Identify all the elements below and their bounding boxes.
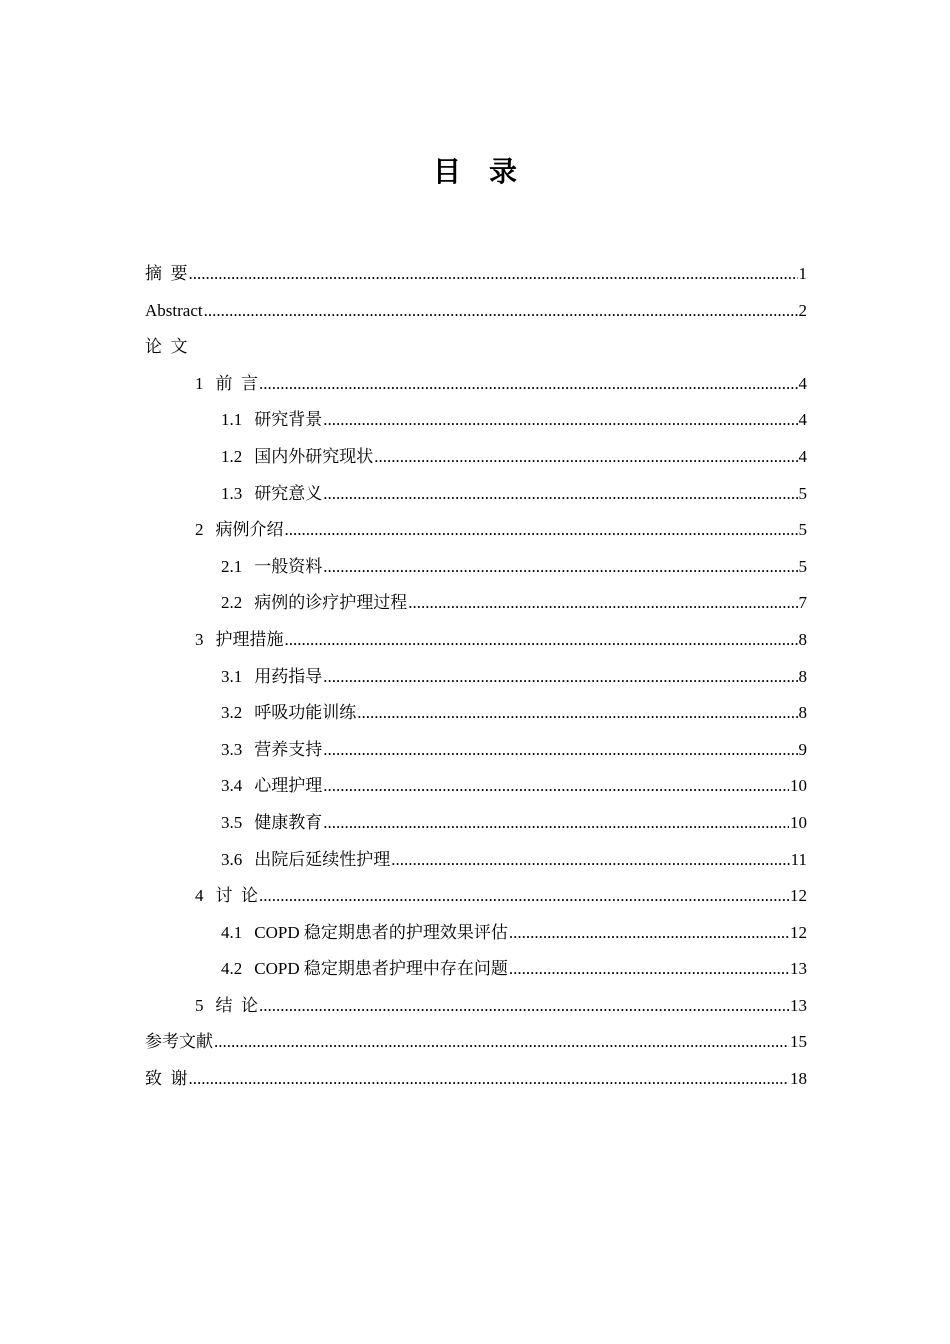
toc-entry[interactable]: [145, 476, 807, 513]
toc-entry-page-number: 18: [790, 1069, 807, 1089]
toc-entry-number: 2: [195, 520, 204, 540]
toc-entry-label: 心理护理: [254, 776, 323, 796]
toc-entry-page-number: 12: [790, 886, 807, 906]
toc-entry[interactable]: [145, 951, 807, 988]
toc-entry-label: 研究背景: [254, 410, 323, 430]
toc-entry-number: 3.6: [221, 849, 243, 869]
toc-entry-number: 2.2: [221, 593, 243, 613]
toc-entry-page-number: 15: [790, 1032, 807, 1052]
toc-entry[interactable]: [145, 366, 807, 403]
toc-entry-page-number: 1: [798, 264, 807, 283]
toc-entry-page-number: 4: [798, 410, 807, 430]
toc-entry-page-number: 8: [798, 666, 807, 686]
toc-entry-label: 呼吸功能训练: [254, 703, 357, 723]
toc-entry[interactable]: [145, 1024, 807, 1061]
toc-entry-label: 病例的诊疗护理过程: [254, 593, 408, 613]
toc-entry[interactable]: [145, 512, 807, 549]
page-title: 目录: [432, 155, 545, 188]
toc-entry-label: 国内外研究现状: [254, 446, 374, 466]
toc-entry-page-number: 5: [798, 520, 807, 540]
toc-entry-number: 4.2: [221, 959, 243, 979]
toc-entry-label: 一般资料: [254, 556, 323, 576]
toc-entry-page-number: 4: [798, 446, 807, 466]
toc-dot-leader: [189, 1061, 790, 1098]
toc-dot-leader: [323, 732, 797, 769]
toc-entry[interactable]: [145, 1061, 807, 1098]
toc-entry[interactable]: [145, 659, 807, 696]
toc-entry-label: COPD 稳定期患者护理中存在问题: [254, 959, 508, 979]
toc-entry[interactable]: [145, 842, 807, 879]
toc-entry[interactable]: [145, 732, 807, 769]
toc-dot-leader: [323, 476, 797, 513]
toc-entry-label: 论 文: [145, 337, 188, 357]
toc-entry-page-number: 7: [798, 593, 807, 613]
toc-dot-leader: [259, 878, 789, 915]
toc-dot-leader: [374, 439, 797, 476]
toc-dot-leader: [391, 842, 789, 879]
toc-entry[interactable]: [145, 805, 807, 842]
toc-entry-label: Abstract: [145, 300, 203, 320]
toc-entry[interactable]: [145, 329, 807, 366]
toc-entry-page-number: 12: [790, 922, 807, 942]
toc-entry-number: 4: [195, 886, 204, 906]
toc-entry[interactable]: [145, 878, 807, 915]
toc-entry-label: 致 谢: [145, 1069, 188, 1089]
toc-entry-label: 健康教育: [254, 812, 323, 832]
toc-dot-leader: [285, 622, 798, 659]
toc-entry[interactable]: [145, 622, 807, 659]
toc-entry-number: 1.2: [221, 446, 243, 466]
toc-entry-label: COPD 稳定期患者的护理效果评估: [254, 922, 508, 942]
toc-entry-page-number: 10: [790, 776, 807, 796]
toc-dot-leader: [323, 549, 797, 586]
toc-dot-leader: [214, 1024, 789, 1061]
toc-dot-leader: [323, 805, 789, 842]
toc-entry-number: 3.2: [221, 703, 243, 723]
toc-entry-number: 1.1: [221, 410, 243, 430]
toc-entry-number: 3.5: [221, 812, 243, 832]
toc-entry-number: 1.3: [221, 483, 243, 503]
toc-entry-number: 3.3: [221, 739, 243, 759]
toc-entry-page-number: 5: [798, 483, 807, 503]
toc-entry[interactable]: [145, 695, 807, 732]
toc-dot-leader: [509, 915, 789, 952]
toc-entry-page-number: 13: [790, 959, 807, 979]
toc-entry-label: 摘 要: [145, 264, 188, 283]
toc-entry-number: 4.1: [221, 922, 243, 942]
toc-entry[interactable]: [145, 549, 807, 586]
toc-dot-leader: [204, 293, 798, 330]
toc-dot-leader: [509, 951, 789, 988]
toc-entry[interactable]: [145, 915, 807, 952]
toc-entry-number: 3.4: [221, 776, 243, 796]
toc-entry-number: 2.1: [221, 556, 243, 576]
toc-entry[interactable]: [145, 402, 807, 439]
toc-entry[interactable]: [145, 256, 807, 293]
toc-entry-label: 营养支持: [254, 739, 323, 759]
toc-entry[interactable]: [145, 585, 807, 622]
toc-dot-leader: [285, 512, 798, 549]
toc-entry-label: 病例介绍: [215, 520, 284, 540]
toc-entry-page-number: 8: [798, 629, 807, 649]
toc-entry[interactable]: [145, 439, 807, 476]
toc-entry-label: 用药指导: [254, 666, 323, 686]
toc-entry-page-number: 4: [798, 373, 807, 393]
toc-dot-leader: [259, 366, 798, 403]
toc-entry-label: 研究意义: [254, 483, 323, 503]
toc-entry-label: 结 论: [215, 995, 258, 1015]
toc-dot-leader: [357, 695, 797, 732]
toc-entry-label: 参考文献: [145, 1032, 213, 1052]
toc-dot-leader: [323, 768, 789, 805]
toc-entry-label: 护理措施: [215, 629, 284, 649]
toc-dot-leader: [259, 988, 789, 1025]
toc-entry-number: 5: [195, 995, 204, 1015]
toc-dot-leader: [323, 659, 797, 696]
toc-dot-leader: [189, 256, 798, 293]
table-of-contents: [145, 256, 807, 1098]
toc-entry-page-number: 2: [798, 300, 807, 320]
toc-entry[interactable]: [145, 768, 807, 805]
toc-entry-page-number: 8: [798, 703, 807, 723]
toc-entry-label: 出院后延续性护理: [254, 849, 391, 869]
toc-entry-label: 讨 论: [215, 886, 258, 906]
toc-entry-number: 3.1: [221, 666, 243, 686]
toc-dot-leader: [408, 585, 797, 622]
toc-entry[interactable]: [145, 293, 807, 330]
toc-entry-number: 3: [195, 629, 204, 649]
toc-dot-leader: [323, 402, 797, 439]
toc-entry-page-number: 5: [798, 556, 807, 576]
toc-entry[interactable]: [145, 988, 807, 1025]
toc-entry-page-number: 11: [790, 849, 807, 869]
toc-entry-page-number: 10: [790, 812, 807, 832]
toc-entry-number: 1: [195, 373, 204, 393]
toc-entry-page-number: 13: [790, 995, 807, 1015]
toc-entry-label: 前 言: [215, 373, 258, 393]
toc-entry-page-number: 9: [798, 739, 807, 759]
